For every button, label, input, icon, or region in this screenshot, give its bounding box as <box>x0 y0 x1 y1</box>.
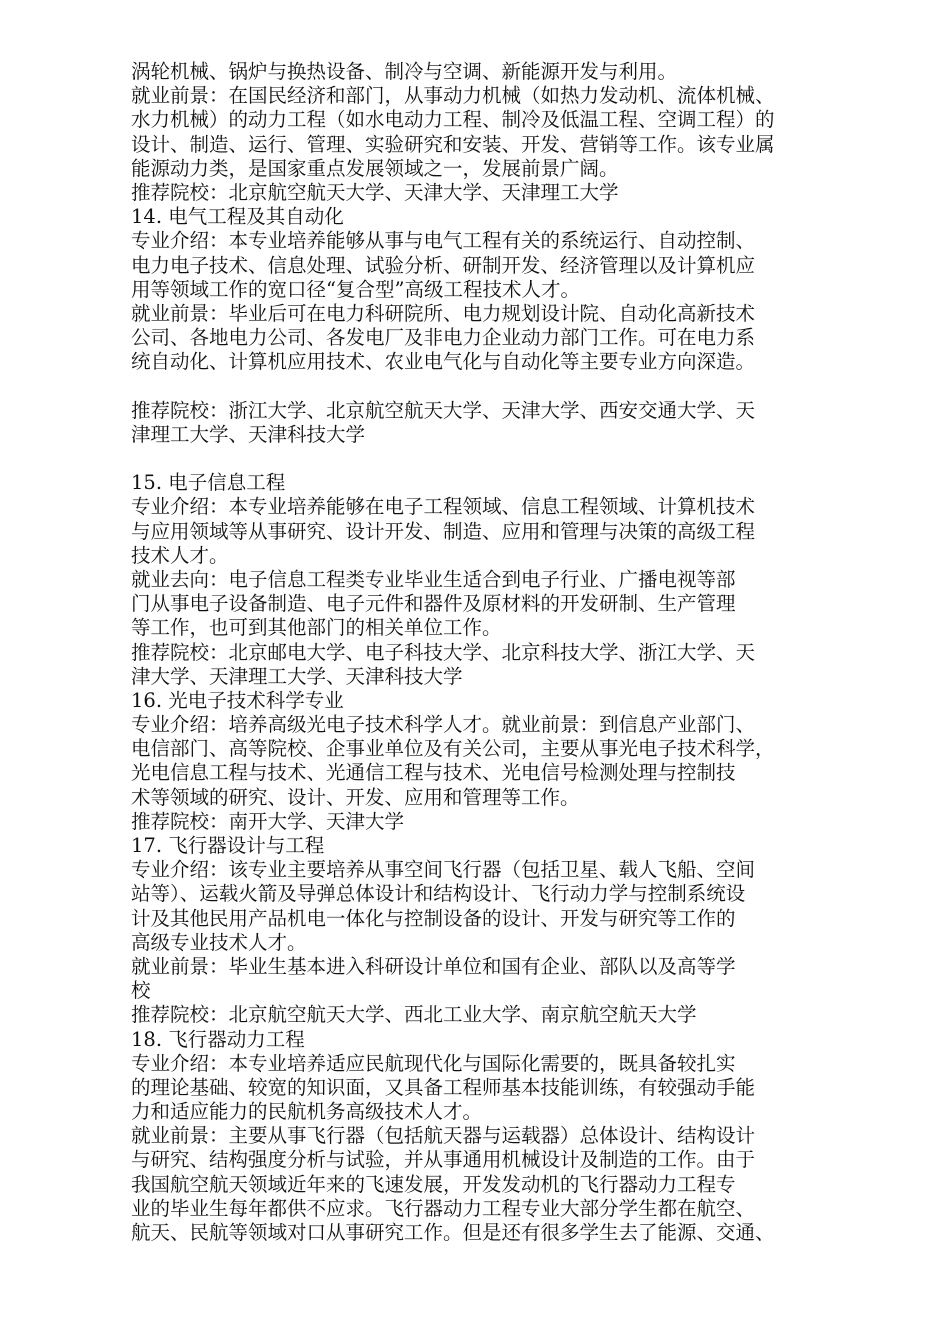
text-line: 推荐院校：南开大学、天津大学 <box>131 809 405 833</box>
blank-line <box>131 447 831 471</box>
text-line: 就业前景：毕业生基本进入科研设计单位和国有企业、部队以及高等学 <box>131 954 736 978</box>
text-line: 推荐院校：浙江大学、北京航空航天大学、天津大学、西安交通大学、天 <box>131 398 756 422</box>
document-page <box>131 60 831 1245</box>
text-line: 涡轮机械、锅炉与换热设备、制冷与空调、新能源开发与利用。 <box>131 60 678 83</box>
text-line: 14. 电气工程及其自动化 <box>131 205 344 229</box>
text-line: 光电信息工程与技术、光通信工程与技术、光电信号检测处理与控制技 <box>131 761 736 785</box>
text-line: 就业去向：电子信息工程类专业毕业生适合到电子行业、广播电视等部 <box>131 567 736 591</box>
text-line: 电信部门、高等院校、企事业单位及有关公司，主要从事光电子技术科学， <box>131 737 775 761</box>
text-line: 推荐院校：北京航空航天大学、天津大学、天津理工大学 <box>131 180 619 204</box>
text-line: 门从事电子设备制造、电子元件和器件及原材料的开发研制、生产管理 <box>131 592 736 616</box>
text-line: 用等领域工作的宽口径“复合型”高级工程技术人才。 <box>131 277 580 301</box>
text-line: 与应用领域等从事研究、设计开发、制造、应用和管理与决策的高级工程 <box>131 519 756 543</box>
text-line: 等工作，也可到其他部门的相关单位工作。 <box>131 616 502 640</box>
text-line: 设计、制造、运行、管理、实验研究和安装、开发、营销等工作。该专业属 <box>131 132 775 156</box>
text-line: 18. 飞行器动力工程 <box>131 1027 305 1051</box>
text-line: 15. 电子信息工程 <box>131 471 286 495</box>
text-line: 推荐院校：北京航空航天大学、西北工业大学、南京航空航天大学 <box>131 1003 697 1027</box>
text-line: 专业介绍：本专业培养适应民航现代化与国际化需要的，既具备较扎实 <box>131 1051 736 1075</box>
text-line: 高级专业技术人才。 <box>131 930 307 954</box>
text-line: 航天、民航等领域对口从事研究工作。但是还有很多学生去了能源、交通、 <box>131 1221 775 1244</box>
text-line: 专业介绍：本专业培养能够从事与电气工程有关的系统运行、自动控制、 <box>131 229 756 253</box>
text-line: 与研究、结构强度分析与试验，并从事通用机械设计及制造的工作。由于 <box>131 1148 756 1172</box>
text-line: 我国航空航天领域近年来的飞速发展，开发发动机的飞行器动力工程专 <box>131 1172 736 1196</box>
text-line: 能源动力类，是国家重点发展领域之一，发展前景广阔。 <box>131 156 619 180</box>
text-line: 津大学、天津理工大学、天津科技大学 <box>131 664 463 688</box>
blank-line <box>131 374 831 398</box>
text-line: 力和适应能力的民航机务高级技术人才。 <box>131 1100 483 1124</box>
text-line: 就业前景：主要从事飞行器（包括航天器与运载器）总体设计、结构设计 <box>131 1124 756 1148</box>
text-line: 业的毕业生每年都供不应求。飞行器动力工程专业大部分学生都在航空、 <box>131 1196 756 1220</box>
text-line: 17. 飞行器设计与工程 <box>131 834 325 857</box>
text-line: 公司、各地电力公司、各发电厂及非电力企业动力部门工作。可在电力系 <box>131 326 756 350</box>
text-line: 专业介绍：培养高级光电子技术科学人才。就业前景：到信息产业部门、 <box>131 713 756 737</box>
text-line: 的理论基础、较宽的知识面，又具备工程师基本技能训练，有较强动手能 <box>131 1075 756 1099</box>
text-line: 水力机械）的动力工程（如水电动力工程、制冷及低温工程、空调工程）的 <box>131 108 775 132</box>
text-line: 校 <box>131 979 151 1003</box>
text-line: 津理工大学、天津科技大学 <box>131 422 366 446</box>
text-line: 专业介绍：该专业主要培养从事空间飞行器（包括卫星、载人飞船、空间 <box>131 858 756 882</box>
text-line: 就业前景：在国民经济和部门，从事动力机械（如热力发动机、流体机械、 <box>131 84 775 108</box>
text-line: 计及其他民用产品机电一体化与控制设备的设计、开发与研究等工作的 <box>131 906 736 930</box>
text-line: 技术人才。 <box>131 543 229 567</box>
text-line: 就业前景：毕业后可在电力科研院所、电力规划设计院、自动化高新技术 <box>131 301 756 325</box>
text-line: 16. 光电子技术科学专业 <box>131 688 344 712</box>
text-line: 站等）、运载火箭及导弹总体设计和结构设计、飞行动力学与控制系统设 <box>131 882 746 906</box>
text-line: 电力电子技术、信息处理、试验分析、研制开发、经济管理以及计算机应 <box>131 253 756 277</box>
text-line: 推荐院校：北京邮电大学、电子科技大学、北京科技大学、浙江大学、天 <box>131 640 756 664</box>
text-line: 统自动化、计算机应用技术、农业电气化与自动化等主要专业方向深造。 <box>131 350 756 374</box>
text-line: 术等领域的研究、设计、开发、应用和管理等工作。 <box>131 785 580 809</box>
text-line: 专业介绍：本专业培养能够在电子工程领域、信息工程领域、计算机技术 <box>131 495 756 519</box>
